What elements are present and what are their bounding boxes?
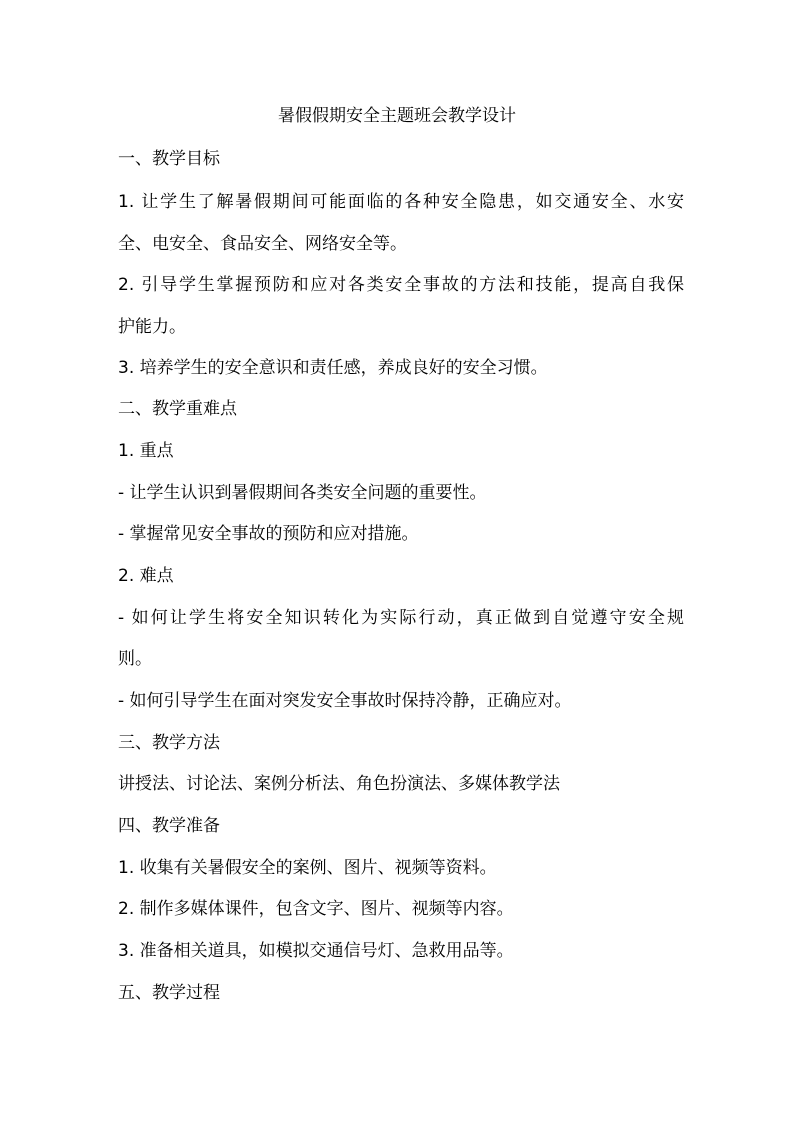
section-heading-methods: 三、教学方法 [118,733,220,753]
list-item: - 让学生认识到暑假期间各类安全问题的重要性。 [118,483,487,503]
list-item-continuation: 则。 [118,649,152,669]
paragraph-line: 3. 培养学生的安全意识和责任感，养成良好的安全习惯。 [118,358,548,378]
list-item: - 如何引导学生在面对突发安全事故时保持冷静，正确应对。 [118,691,572,711]
document-title: 暑假假期安全主题班会教学设计 [278,106,516,126]
paragraph-line: 3. 准备相关道具，如模拟交通信号灯、急救用品等。 [118,941,514,961]
section-heading-key-points: 二、教学重难点 [118,399,237,419]
paragraph-line: 2. 制作多媒体课件，包含文字、图片、视频等内容。 [118,899,514,919]
subheading-difficult: 2. 难点 [118,566,174,586]
paragraph-line: 1. 收集有关暑假安全的案例、图片、视频等资料。 [118,858,497,878]
section-heading-preparation: 四、教学准备 [118,816,220,836]
list-item: - 掌握常见安全事故的预防和应对措施。 [118,524,419,544]
paragraph-line: 讲授法、讨论法、案例分析法、角色扮演法、多媒体教学法 [118,774,560,794]
section-heading-process: 五、教学过程 [118,983,220,1003]
section-heading-objectives: 一、教学目标 [118,149,220,169]
paragraph-line: 护能力。 [118,317,186,337]
subheading-key: 1. 重点 [118,441,174,461]
list-item: - 如何让学生将安全知识转化为实际行动，真正做到自觉遵守安全规 [118,608,684,628]
paragraph-line: 2. 引导学生掌握预防和应对各类安全事故的方法和技能，提高自我保 [118,275,684,295]
paragraph-line: 1. 让学生了解暑假期间可能面临的各种安全隐患，如交通安全、水安 [118,192,684,212]
paragraph-line: 全、电安全、食品安全、网络安全等。 [118,234,407,254]
